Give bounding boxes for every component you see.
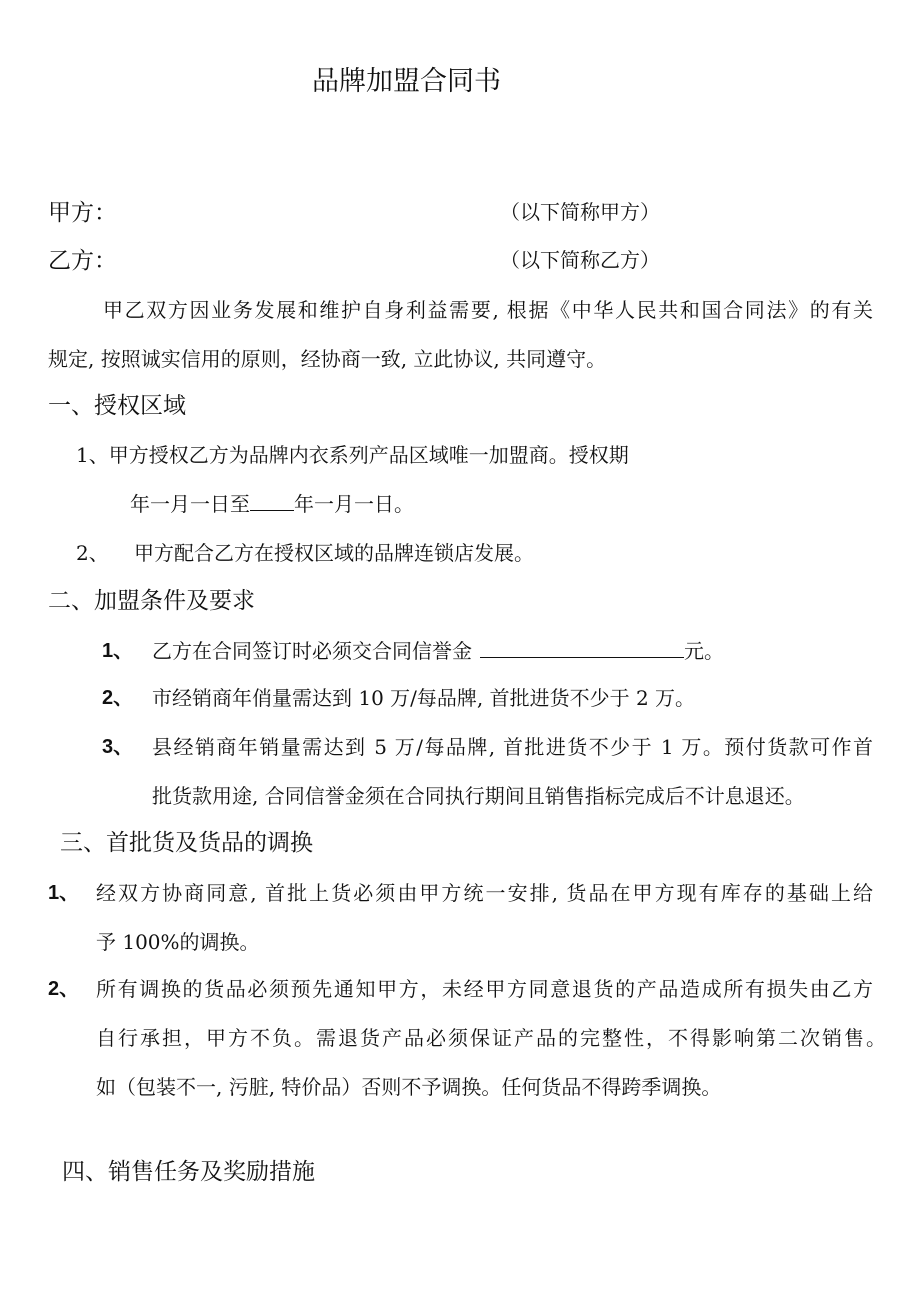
s1-item-1-line-2: [130, 490, 414, 518]
party-b-label: 乙方：: [48, 248, 117, 274]
section-1-heading: 一、授权区域: [48, 393, 186, 419]
s3-item-2-number: 2、: [48, 978, 80, 1000]
section-2-heading: 二、加盟条件及要求: [48, 588, 255, 614]
s2-item-3-number: 3、: [102, 736, 134, 758]
year-blank: [250, 492, 294, 511]
s1-item-2-text: 甲方配合乙方在授权区域的品牌连锁店发展。: [134, 541, 534, 565]
party-a-note: （以下简称甲方）: [500, 200, 660, 224]
s1-item-1-line-1: 1、甲方授权乙方为品牌内衣系列产品区域唯一加盟商。授权期: [76, 443, 629, 467]
party-a-label: 甲方：: [48, 200, 117, 226]
s2-item-3-line-2: 批货款用途, 合同信誉金须在合同执行期间且销售指标完成后不计息退还。: [152, 784, 805, 808]
s3-item-1-line-2: 予 100%的调换。: [96, 930, 260, 954]
party-b-note: （以下简称乙方）: [500, 248, 660, 272]
contract-title: 品牌加盟合同书: [312, 66, 501, 97]
s3-item-1-line-1: 经双方协商同意, 首批上货必须由甲方统一安排, 货品在甲方现有库存的基础上给: [96, 881, 873, 905]
s1-item-1-start-text: 年一月一日至: [130, 492, 250, 516]
preamble-line-1: 甲乙双方因业务发展和维护自身利益需要, 根据《中华人民共和国合同法》的有关: [103, 298, 873, 322]
s2-item-2-number: 2、: [102, 687, 134, 709]
section-4-heading: 四、销售任务及奖励措施: [62, 1159, 315, 1185]
s2-item-1-label: 乙方在合同签订时必须交合同信誉金: [152, 639, 472, 663]
s3-item-2-line-1: 所有调换的货品必须预先通知甲方，未经甲方同意退货的产品造成所有损失由乙方: [96, 977, 873, 1001]
s2-item-1-unit: 元。: [684, 639, 724, 663]
s2-item-1-number: 1、: [102, 640, 134, 662]
s2-item-2-text: 市经销商年俏量需达到 10 万/每品牌, 首批进货不少于 2 万。: [152, 686, 696, 710]
s1-item-2-number: 2、: [76, 541, 109, 565]
deposit-blank: [480, 639, 684, 658]
s2-item-1-text: [152, 637, 724, 665]
section-3-heading: 三、首批货及货品的调换: [60, 830, 313, 856]
s1-item-1-end-text: 年一月一日。: [294, 492, 414, 516]
s3-item-2-line-3: 如（包装不一, 污脏, 特价品）否则不予调换。任何货品不得跨季调换。: [96, 1075, 722, 1099]
s3-item-2-line-2: 自行承担，甲方不负。需退货产品必须保证产品的完整性，不得影响第二次销售。: [96, 1026, 886, 1050]
s2-item-3-line-1: 县经销商年销量需达到 5 万/每品牌, 首批进货不少于 1 万。预付货款可作首: [152, 735, 873, 759]
preamble-line-2: 规定, 按照诚实信用的原则，经协商一致, 立此协议, 共同遵守。: [48, 347, 607, 371]
s3-item-1-number: 1、: [48, 882, 80, 904]
